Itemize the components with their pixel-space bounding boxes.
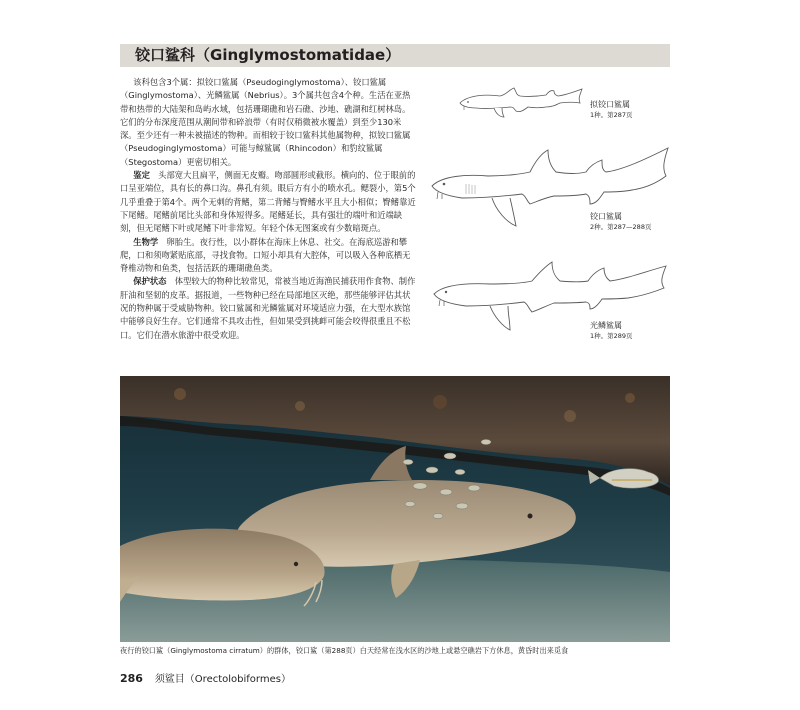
identification-text: 头部宽大且扁平，侧面无皮瓣。吻部圆形或截形。横向的、位于眼前的口呈亚端位，具有长的鼻口沟。鼻孔有须。眼后方有小的喷水孔。鳃裂小，第5个几乎重叠于第4个。两个无刺的背鳍，第二背鳍与臀鳍水平且大小相似；臀鳍靠近下尾鳍。尾鳍前尾比头部和身体短得多。尾鳍延长，具有强壮的端叶和近端缺刻，但无尾鳍下叶或尾鳍下叶非常短。年轻个体无图案或有少数暗斑点。 bbox=[120, 170, 416, 234]
genus-name-1: 拟铰口鲨属 bbox=[590, 100, 630, 109]
biology-text: 卵胎生。夜行性，以小群体在海床上休息、社交。在海底巡游和攀爬，口和须吻紧贴底部，寻找食物。口短小却具有大腔体，可以吸入各种底栖无脊椎动物和鱼类，包括活跃的珊瑚礁鱼类。 bbox=[120, 236, 411, 274]
biology-lead: 生物学 bbox=[133, 236, 159, 247]
nurse-shark-photo bbox=[120, 376, 670, 642]
genus-note-1: 1种。第287页 bbox=[590, 111, 633, 119]
genus-name-3: 光鳞鲨属 bbox=[590, 321, 622, 330]
genus-name-2: 铰口鲨属 bbox=[590, 212, 622, 221]
conservation-lead: 保护状态 bbox=[133, 276, 167, 287]
shark-illustration-pseudoginglymostoma bbox=[456, 84, 586, 124]
conservation-paragraph bbox=[120, 275, 416, 341]
genus-note-3: 1种。第289页 bbox=[590, 332, 633, 340]
running-footer-label: 须鲨目（Orectolobiformes） bbox=[154, 674, 291, 685]
identification-paragraph bbox=[120, 169, 416, 235]
genus-note-2: 2种。第287—288页 bbox=[590, 223, 652, 231]
page-footer bbox=[120, 670, 291, 685]
intro-text: 该科包含3个属：拟铰口鲨属（Pseudoginglymostoma）、铰口鲨属（Ginglymostoma）、光鳞鲨属（Nebrius）。3个属共包含4个种。生活在亚热带和热带的大陆架和岛屿水域，包括珊瑚礁和岩石礁、沙地、礁湖和红树林岛。它们的分布深度范围从潮间带和碎浪带（有时仅稍微被水覆盖）到至少130米深。至少还有一种未被描述的物种。而相较于铰口鲨科其他属物种，拟铰口鲨属（Pseudoginglymostoma）可能与鲸鲨属（Rhincodon）和豹纹鲨属（Stegostoma）更密切相关。 bbox=[120, 77, 411, 167]
page-number: 286 bbox=[120, 672, 143, 685]
photo-caption: 夜行的铰口鲨（Ginglymostoma cirratum）的群体，铰口鲨（第288页）白天经常在浅水区的沙地上或悬空礁岩下方休息，黄昏时出来觅食 bbox=[120, 646, 569, 655]
body-text-column bbox=[120, 76, 416, 342]
conservation-text: 体型较大的物种比较常见，常被当地近海渔民捕获用作食物、制作肝油和坚韧的皮革。据报道，一些物种已经在局部地区灭绝，那些能够评估其状况的物种属于受威胁物种。铰口鲨属和光鳞鲨属对环境适应力强，在大型水族馆中能够良好生存。它们通常不具攻击性，但如果受到挑衅可能会咬得很重且不松口。它们在潜水旅游中很受欢迎。 bbox=[120, 276, 416, 340]
intro-paragraph bbox=[120, 76, 416, 169]
shark-illustration-nebrius bbox=[430, 256, 670, 334]
biology-paragraph bbox=[120, 236, 416, 276]
shark-illustration-ginglymostoma bbox=[426, 144, 672, 228]
identification-lead: 鉴定 bbox=[133, 170, 150, 181]
section-heading: 铰口鲨科（Ginglymostomatidae） bbox=[135, 46, 401, 64]
